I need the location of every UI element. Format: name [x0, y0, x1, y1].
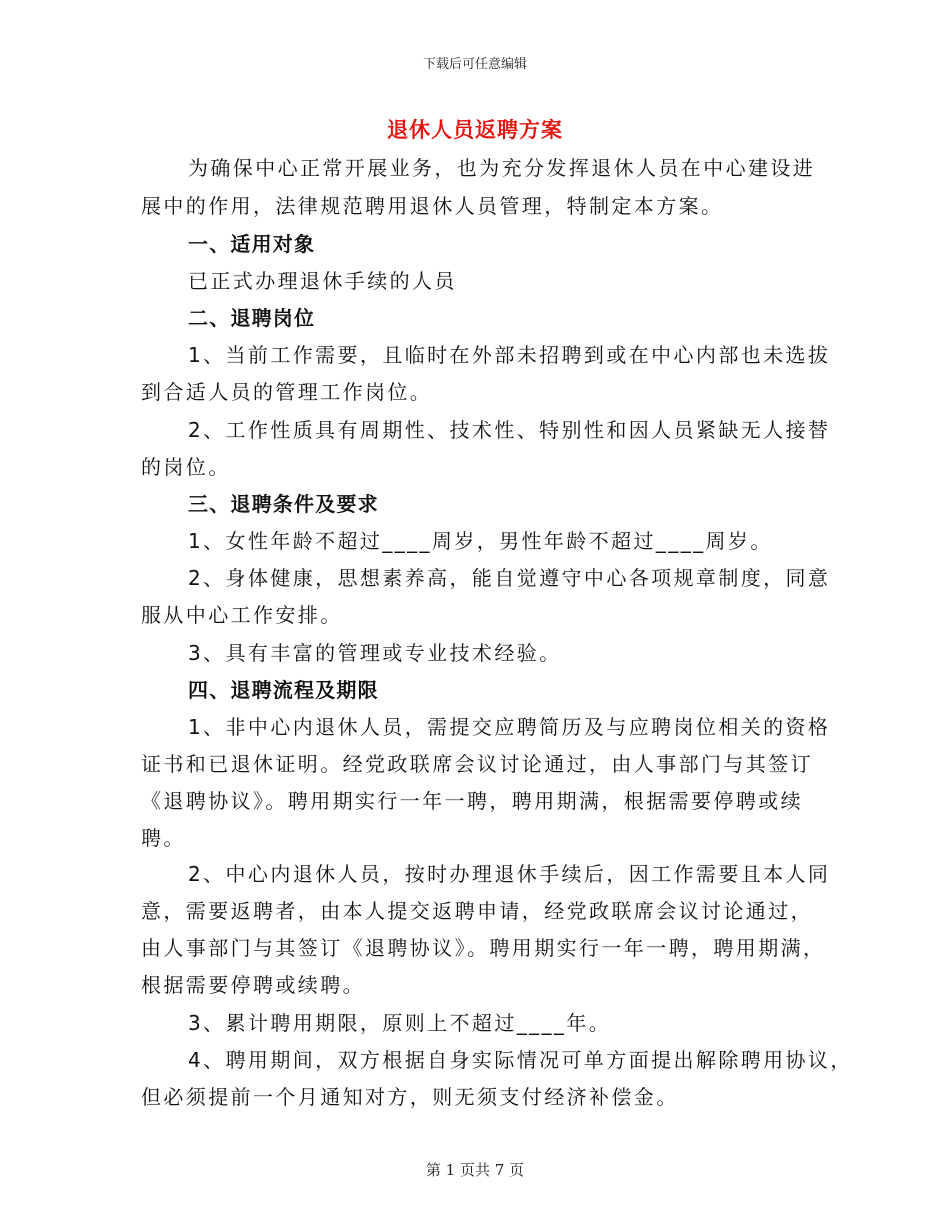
paragraph-line: 1、非中心内退休人员，需提交应聘简历及与应聘岗位相关的资格	[188, 715, 831, 739]
paragraph-line: 服从中心工作安排。	[141, 603, 343, 627]
paragraph-line: 3、具有丰富的管理或专业技术经验。	[188, 641, 562, 665]
paragraph-line: 2、中心内退休人员，按时办理退休手续后，因工作需要且本人同	[188, 862, 831, 886]
paragraph-line: 为确保中心正常开展业务，也为充分发挥退休人员在中心建设进	[188, 156, 816, 180]
section-heading: 三、退聘条件及要求	[188, 492, 379, 516]
section-heading: 二、退聘岗位	[188, 306, 316, 330]
paragraph-line: 聘。	[141, 826, 186, 850]
page-footer: 第 1 页共 7 页	[425, 1161, 525, 1179]
paragraph-line: 但必须提前一个月通知对方，则无须支付经济补偿金。	[141, 1085, 679, 1109]
paragraph-line: 展中的作用，法律规范聘用退休人员管理，特制定本方案。	[141, 194, 724, 218]
paragraph-line: 到合适人员的管理工作岗位。	[141, 380, 433, 404]
section-heading: 四、退聘流程及期限	[188, 678, 379, 702]
paragraph-line: 根据需要停聘或续聘。	[141, 973, 365, 997]
paragraph-line: 意，需要返聘者，由本人提交返聘申请，经党政联席会议讨论通过，	[141, 899, 813, 923]
paragraph-line: 1、当前工作需要，且临时在外部未招聘到或在中心内部也未选拔	[188, 343, 831, 367]
document-title: 退休人员返聘方案	[387, 118, 563, 142]
section-heading: 一、适用对象	[188, 232, 316, 256]
page-header: 下载后可任意编辑	[422, 57, 527, 72]
paragraph-line: 3、累计聘用期限，原则上不超过____年。	[188, 1011, 612, 1035]
paragraph-line: 证书和已退休证明。经党政联席会议讨论通过，由人事部门与其签订	[141, 752, 813, 776]
paragraph-line: 已正式办理退休手续的人员	[188, 269, 457, 293]
paragraph-line: 2、身体健康，思想素养高，能自觉遵守中心各项规章制度，同意	[188, 566, 831, 590]
paragraph-line: 1、女性年龄不超过____周岁，男性年龄不超过____周岁。	[188, 529, 773, 553]
paragraph-line: 《退聘协议》。聘用期实行一年一聘，聘用期满，根据需要停聘或续	[141, 789, 803, 813]
paragraph-line: 4、聘用期间，双方根据自身实际情况可单方面提出解除聘用协议，	[188, 1048, 853, 1072]
paragraph-line: 由人事部门与其签订《退聘协议》。聘用期实行一年一聘，聘用期满，	[141, 936, 826, 960]
paragraph-line: 2、工作性质具有周期性、技术性、特别性和因人员紧缺无人接替	[188, 418, 831, 442]
paragraph-line: 的岗位。	[141, 455, 231, 479]
